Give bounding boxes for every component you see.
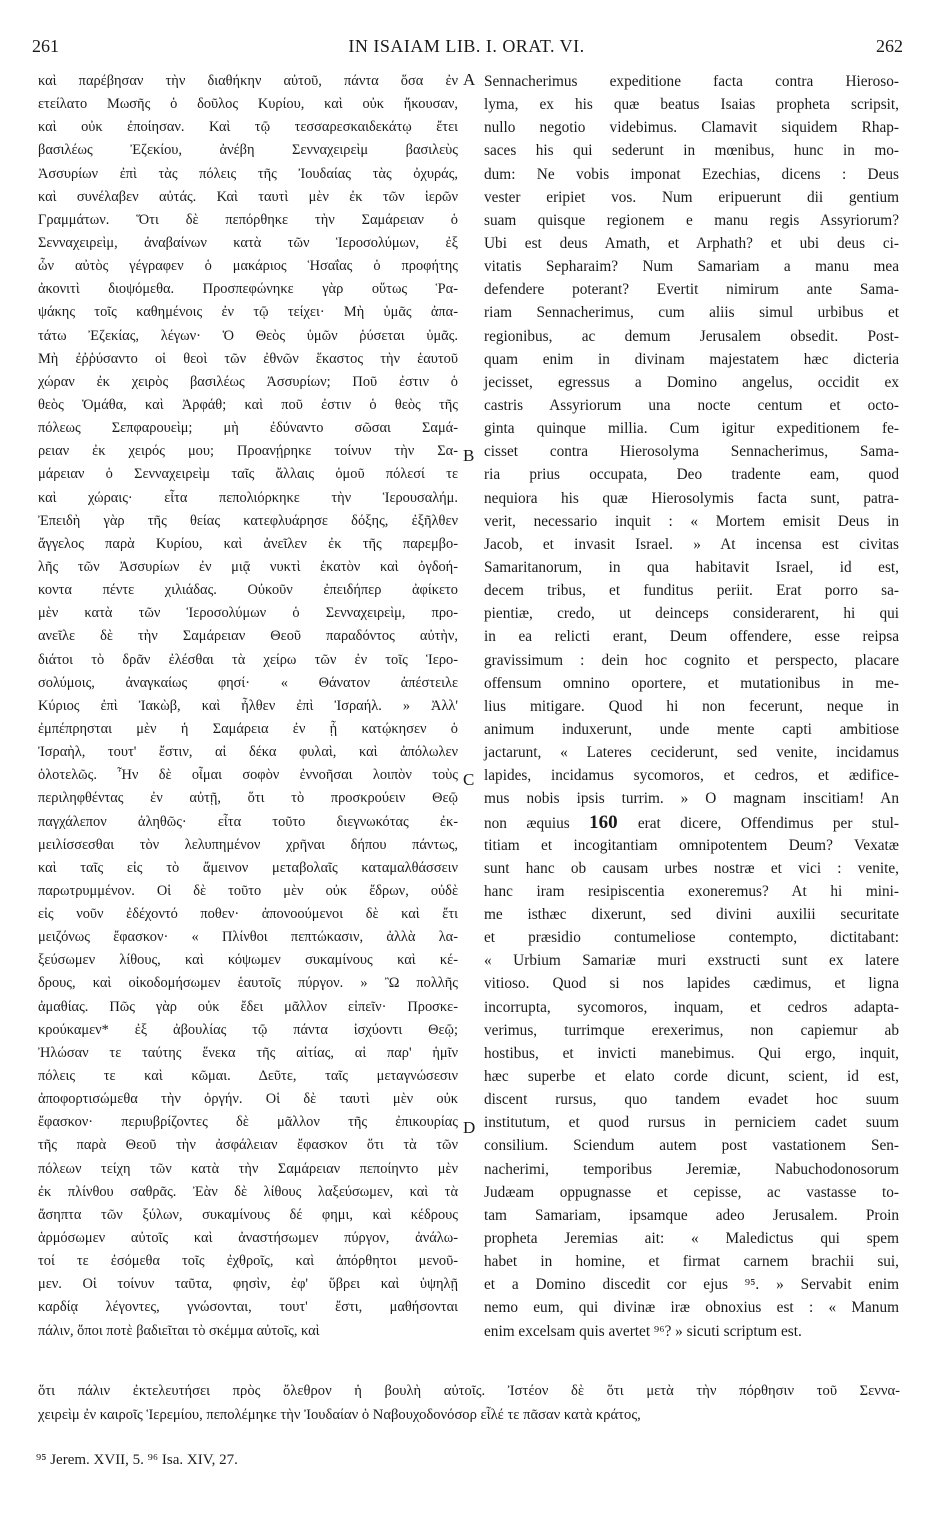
- footnotes: ⁹⁵ Jerem. XVII, 5. ⁹⁶ Isa. XIV, 27.: [36, 1452, 238, 1468]
- greek-text-line: διάτοι τὸ δρᾶν ἐλέσθαι τὰ χείρω τῶν ἐν τοῖς Ἱερο-: [38, 651, 458, 668]
- latin-text-line: hæc superbe et elato corde dicunt, scient, id est,: [484, 1068, 899, 1086]
- latin-text-line: hanc iram resipiscentia exoneremus? At hi mini-: [484, 882, 899, 900]
- full-width-text: [38, 1380, 900, 1427]
- greek-text-line: Ἀσσυρίων ἐπὶ τὰς πόλεις τῆς Ἰουδαίας τὰς ὀχυράς,: [38, 165, 458, 182]
- greek-text-line: μειζόνως ἔφασκον· « Πλίνθοι πεπτώκασιν, ἀλλὰ λα-: [38, 929, 458, 946]
- greek-text-line: βασιλέως Ἐζεκίου, ἀνέβη Σενναχειρεὶμ βασιλεὺς: [38, 142, 458, 159]
- greek-text-line: μειλίσσεσθαι τὸν λελυπημένον χρῆναι δήπου πάντως,: [38, 836, 458, 853]
- greek-text-line: ἀκονιτὶ διοψόμεθα. Προσπεφώνηκε γὰρ οὕτως Ῥα-: [38, 281, 458, 298]
- running-title: IN ISAIAM LIB. I. ORAT. VI.: [348, 36, 585, 56]
- greek-text-line: ἐμπέπρησται μὲν ἡ Σαμάρεια ἐν ᾗ κατῴκησεν ὁ: [38, 720, 458, 737]
- greek-text-line: ὧν αὐτὸς γέγραφεν ὁ μακάριος Ἡσαΐας ὁ προφήτης: [38, 258, 458, 275]
- latin-text-line: cisset contra Hierosolyma Sennacherimus, Sama-: [484, 443, 899, 461]
- latin-text-line: jactarunt, « Lateres ceciderunt, sed venite, incidamus: [484, 744, 899, 762]
- full-width-text-line: χειρεὶμ ἐν καιροῖς Ἱερεμίου, πεπολέμηκε τὴν Ἰουδαίαν ὁ Ναβουχοδονόσορ εἷλέ τε πᾶσαν κατὰ κράτος,: [38, 1406, 641, 1423]
- greek-text-line: τῆς παρὰ Θεοῦ τὴν ἀσφάλειαν ἔφασκον ὅτι τὰ τῶν: [38, 1137, 458, 1154]
- greek-text-line: καὶ παρέβησαν τὴν διαθήκην αὐτοῦ, πάντα ὅσα ἐν: [38, 73, 458, 89]
- greek-text-line: σολύμοις, ἀναγκαίως φησί· « Θάνατον ἀπέστειλε: [38, 674, 458, 691]
- section-marker-b: B: [463, 446, 475, 465]
- latin-text-line: consilium. Sciendum autem post vastationem Sen-: [484, 1137, 899, 1155]
- latin-text-line: nacherimi, temporibus Jeremiæ, Nabuchodonosorum: [484, 1160, 899, 1178]
- greek-text-line: πάλιν, ὅποι ποτὲ βαδιεῖται τὸ σκέμμα αὐτοῖς, καὶ: [38, 1322, 320, 1339]
- latin-text-line: ginta quinque millia. Cum igitur expeditionem fe-: [484, 420, 899, 438]
- latin-text-line: Ubi est deus Amath, et Arphath? et ubi deus ci-: [484, 234, 899, 252]
- latin-text-line: lyma, ex his quæ beatus Isaias propheta scripsit,: [484, 96, 899, 114]
- latin-text-line: institutum, et quod rursus in perniciem cadet suum: [484, 1114, 899, 1132]
- latin-text-line: Sennacherimus expeditione facta contra Hieroso-: [484, 73, 899, 90]
- greek-text-line: Σενναχειρεὶμ, ἀναβαίνων κατὰ τῶν Ἱεροσολύμων, ἐξ: [38, 234, 458, 251]
- latin-text-line: Judæam oppugnasse et cepisse, ac vastasse to-: [484, 1183, 899, 1201]
- greek-text-line: Ἠλώσαν τε ταύτης ἕνεκα τῆς αἰτίας, αἱ παρ' ἡμῖν: [38, 1044, 458, 1061]
- greek-text-line: Ἰσραὴλ, τουτ' ἔστιν, αἱ δέκα φυλαὶ, καὶ ἀπόλωλεν: [38, 744, 458, 761]
- greek-text-line: λῆς τῶν Ἀσσυρίων ἐν μιᾷ νυκτὶ ἑκατὸν καὶ ὀγδοή-: [38, 558, 458, 575]
- latin-text-line: ria prius occupata, Deo tradente eam, quod: [484, 466, 899, 484]
- left-page-number: 261: [32, 36, 59, 56]
- latin-text-line: incorrupta, sycomoros, inquam, et cedros adapta-: [484, 998, 899, 1016]
- section-marker-a: A: [463, 70, 476, 89]
- right-page-number: 262: [876, 36, 903, 56]
- latin-text-line: quam enim in divinam majestatem hæc dicteria: [484, 350, 899, 368]
- greek-text-line: δρους, καὶ οἰκοδομήσωμεν ἑαυτοῖς πύργον. » Ὢ πολλῆς: [38, 975, 458, 992]
- latin-text-line: lius mitigare. Quod hi non fecerunt, neque in: [484, 697, 899, 715]
- latin-text-line: offensum omnino oportere, et mutationibus in me-: [484, 674, 899, 692]
- greek-text-line: θεὸς Ὁμάθα, καὶ Ἀρφάθ; καὶ ποῦ ἐστιν ὁ θεὸς τῆς: [38, 396, 458, 413]
- greek-text-line: ξεύσωμεν λίθους, καὶ κόψωμεν συκαμίνους καὶ κέ-: [38, 952, 458, 969]
- greek-text-line: Μὴ ἐῤῥύσαντο οἱ θεοὶ τῶν ἐθνῶν ἕκαστος τὴν ἑαυτοῦ: [38, 350, 458, 367]
- latin-text-line: animum induxerunt, unde mente capti ambitiose: [484, 720, 899, 738]
- greek-text-line: καὶ οὐκ ἐποίησαν. Καὶ τῷ τεσσαρεσκαιδεκάτῳ ἔτει: [38, 119, 458, 136]
- greek-text-line: ετείλατο Μωσῆς ὁ δοῦλος Κυρίου, καὶ οὐκ ἤκουσαν,: [38, 96, 458, 113]
- latin-text-line: riam Sennacherimus, cum aliis simul urbibus et: [484, 304, 899, 322]
- greek-column: [38, 70, 458, 1343]
- latin-text-line: vitatis Sepharaim? Num Samariam a manu mea: [484, 258, 899, 276]
- latin-text-line: habet in homine, et firmat carnem brachii sui,: [484, 1253, 899, 1271]
- greek-text-line: ὁλοτελῶς. Ἦν δὲ οἶμαι σοφὸν ἐννοῆσαι λοιπὸν τοὺς: [38, 767, 458, 784]
- greek-text-line: ἀποφορτισώμεθα τὴν ὀργήν. Οἱ δὲ ταυτὶ μὲν οὐκ: [38, 1091, 458, 1108]
- latin-text-line: in ea relicti erant, Deum offendere, esse reipsa: [484, 628, 899, 646]
- latin-text-line: Jacob, et invasit Israel. » At incensa est civitas: [484, 535, 899, 553]
- latin-text-line: pientiæ, credo, ut deinceps considerarent, hi qui: [484, 605, 899, 623]
- latin-text-line: gravissimum : dein hoc cognito et perspecto, placare: [484, 651, 899, 669]
- latin-text-line: vester eripiet vos. Num eripuerunt dii gentium: [484, 188, 899, 206]
- greek-text-line: περιληφθέντας ἐν αὐτῇ, ὅτι τὸ προσκρούειν Θεῷ: [38, 790, 458, 807]
- latin-text-line: castris Assyriorum una nocte centum et octo-: [484, 396, 899, 414]
- latin-text-line: non æquius 160 erat dicere, Offendimus per stul-: [484, 811, 900, 833]
- greek-text-line: καὶ χώραις· εἶτα πεπολιόρκηκε τὴν Ἱερουσαλήμ.: [38, 489, 458, 506]
- latin-text-line: tam Samariam, ipsamque adeo Jerusalem. Proin: [484, 1206, 899, 1224]
- greek-text-line: μεν. Οἱ τοίνυν ταῦτα, φησὶν, ἐφ' ὕβρει καὶ ὑψηλῇ: [38, 1276, 458, 1293]
- latin-text-line: me isthæc dixerunt, sed divini auxilii securitate: [484, 906, 899, 924]
- greek-text-line: ἄσηπτα τῶν ξύλων, συκαμίνους δέ φημι, καὶ κέδρους: [38, 1206, 458, 1223]
- greek-text-line: καρδίᾳ λέγοντες, γνώσονται, τουτ' ἔστι, μαθήσονται: [38, 1299, 458, 1316]
- latin-text-line: decem tribus, et funditus periit. Erat porro sa-: [484, 582, 899, 600]
- greek-text-line: μὲν κατὰ τῶν Ἱεροσολύμων ὁ Σενναχειρεὶμ, προ-: [38, 605, 458, 622]
- latin-text-line: vitioso. Quod si nos lapides cædimus, et ligna: [484, 975, 899, 993]
- greek-text-line: Γραμμάτων. Ὅτι δὲ πεπόρθηκε τὴν Σαμάρειαν ὁ: [38, 211, 458, 228]
- greek-text-line: Ἐπειδὴ γὰρ τῆς θείας κατεφλυάρησε δόξης, ἐξῆλθεν: [38, 512, 458, 529]
- greek-text-line: μάρειαν ὁ Σενναχειρεὶμ ταῖς ἄλλαις ὁμοῦ πόλεσί τε: [38, 466, 458, 483]
- full-width-text-line: ὅτι πάλιν ἐκτελευτήσει πρὸς ὄλεθρον ἡ βουλὴ αὐτοῖς. Ἰστέον δὲ ὅτι μετὰ τὴν πόρθησιν τοῦ Σεννα-: [38, 1383, 900, 1399]
- greek-text-line: τοί τε ἐσόμεθα τοῖς ἐχθροῖς, καὶ ἀπόρθητοι μενοῦ-: [38, 1253, 458, 1270]
- latin-column: [484, 70, 899, 1343]
- latin-text-line: dum: Ne vobis imponat Ezechias, dicens : Deus: [484, 165, 899, 183]
- latin-text-line: « Urbium Samariæ muri exstructi sunt ex latere: [484, 952, 899, 970]
- greek-text-line: πόλεις τε καὶ κῶμαι. Δεῦτε, ταῖς μεταγνώσεσιν: [38, 1068, 458, 1085]
- latin-text-line: titiam et incogitantiam omnipotentem Deum? Vexatæ: [484, 836, 899, 854]
- greek-text-line: ανεῖλε δὲ τὴν Σαμάρειαν Θεοῦ παραδόντος αὐτὴν,: [38, 628, 458, 645]
- latin-text-line: sunt hanc ob causam urbes nostræ et vici : venite,: [484, 859, 899, 877]
- greek-text-line: ἔφασκον· περιυβρίζοντες δὲ μᾶλλον τῆς ἐπικουρίας: [38, 1114, 458, 1131]
- latin-text-line: Samaritanorum, in qua habitavit Israel, id est,: [484, 558, 899, 576]
- greek-text-line: ἁρμόσωμεν αὐτοῖς καὶ ἀναστήσωμεν πύργον, ἀνάλω-: [38, 1230, 458, 1247]
- section-marker-d: D: [463, 1118, 476, 1137]
- latin-text-line: nemo eum, qui divinæ iræ obnoxius est : « Manum: [484, 1299, 899, 1317]
- latin-text-line: suam quisque regionem e manu regis Assyriorum?: [484, 211, 899, 229]
- greek-text-line: ρειαν ἐκ χειρός μου; Προανῄρηκε τοίνυν τὴν Σα-: [38, 443, 458, 460]
- latin-text-line: et a Domino discedit cor ejus ⁹⁵. » Servabit enim: [484, 1276, 899, 1294]
- greek-text-line: κοντα πέντε χιλιάδας. Οὐκοῦν ἐπειδήπερ ἀφίκετο: [38, 582, 458, 599]
- greek-text-line: κρούκαμεν* ἐξ ἀβουλίας τῷ πάντα ἰσχύοντι Θεῷ;: [38, 1021, 458, 1038]
- column-number: 160: [589, 811, 638, 833]
- latin-text-line: jecisset, egressus a Domino angelus, occidit ex: [484, 373, 899, 391]
- latin-text-line: nullo negotio videbimus. Clamavit siquidem Rhap-: [484, 119, 899, 137]
- greek-text-line: παγχάλεπον ἀληθῶς· εἶτα τοῦτο διεγνωκότας ἐκ-: [38, 813, 458, 830]
- greek-text-line: ἐκ πλίνθου σαθρᾶς. Ἐὰν δὲ λίθους λαξεύσωμεν, καὶ τὰ: [38, 1183, 458, 1200]
- greek-text-line: πόλεως Σεπφαρουεὶμ; μὴ ἐδύναντο σῶσαι Σαμά-: [38, 420, 458, 437]
- latin-text-line: et præsidio contumeliose contempto, dictitabant:: [484, 929, 899, 947]
- greek-text-line: εἰς νοῦν ἐδέχοντό ποθεν· ἀπονοούμενοι δὲ καὶ ἔτι: [38, 906, 458, 923]
- latin-text-line: saces his qui sederunt in mœnibus, hunc in mo-: [484, 142, 899, 160]
- latin-text-line: regionibus, ac demum Jerusalem obsedit. Post-: [484, 327, 899, 345]
- greek-text-line: καὶ συνέλαβεν αὐτάς. Καὶ ταυτὶ μὲν ἐκ τῶν ἱερῶν: [38, 188, 458, 205]
- greek-text-line: ψάκης τοῖς καθημένοις ἐν τῷ τείχει· Μὴ ὑμᾶς ἀπα-: [38, 304, 458, 321]
- greek-text-line: Κύριος ἐπὶ Ἰακὼβ, καὶ ἦλθεν ἐπὶ Ἰσραήλ. » Ἀλλ': [38, 697, 458, 714]
- latin-text-line: lapides, incidamus sycomoros, et cedros, et ædifice-: [484, 767, 899, 785]
- latin-text-line: enim excelsam quis avertet ⁹⁶? » sicuti scriptum est.: [484, 1322, 802, 1340]
- latin-text-line: nequiora his quæ Hierosolymis facta sunt, patra-: [484, 489, 899, 507]
- greek-text-line: ἄγγελος παρὰ Κυρίου, καὶ ἀνεῖλεν ἐκ τῆς παρεμβο-: [38, 535, 458, 552]
- latin-text-line: verit, necessario inquit : « Mortem emisit Deus in: [484, 512, 899, 530]
- latin-text-line: defendere poterant? Evertit nimirum ante Sama-: [484, 281, 899, 299]
- greek-text-line: τάτω Ἐζεκίας, λέγων· Ὁ Θεὸς ὑμῶν ῥύσεται ὑμᾶς.: [38, 327, 458, 344]
- greek-text-line: παρωτρυμμένον. Οἱ δὲ τοῦτο μὲν οὐκ ἔδρων, οὐδὲ: [38, 882, 458, 899]
- greek-text-line: ἀμαθίας. Πῶς γὰρ οὐκ ἔδει μᾶλλον εἰπεῖν· Προσκε-: [38, 998, 458, 1015]
- greek-text-line: καὶ ταῖς εἰς τὸ ἄμεινον μεταβολαῖς καταμαλθάσσειν: [38, 859, 458, 876]
- latin-text-line: propheta Jeremias ait: « Maledictus qui spem: [484, 1230, 899, 1248]
- latin-text-line: hostibus, et invicti manebimus. Qui ergo, inquit,: [484, 1044, 899, 1062]
- greek-text-line: πόλεων τείχη τῶν κατὰ τὴν Σαμάρειαν πεποίηντο μὲν: [38, 1160, 458, 1177]
- latin-text-line: mus nobis ipsis turrim. » O magnam inscitiam! An: [484, 790, 899, 808]
- greek-text-line: χώραν ἐκ χειρὸς βασιλέως Ἀσσυρίων; Ποῦ ἐστιν ὁ: [38, 373, 458, 390]
- latin-text-line: discent rursus, quo tandem evadet hoc suum: [484, 1091, 899, 1109]
- section-marker-c: C: [463, 770, 475, 789]
- latin-text-line: verimus, turrimque erexerimus, non capiemur ab: [484, 1021, 899, 1039]
- page-header: [30, 36, 903, 60]
